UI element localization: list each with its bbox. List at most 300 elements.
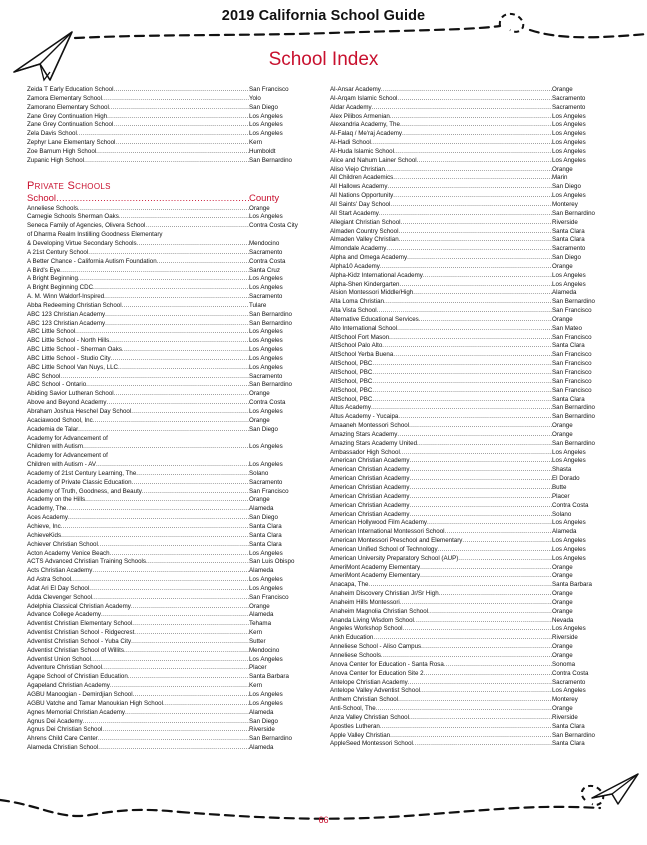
leader-dots [414,617,552,626]
school-name: Ankh Education [330,634,374,642]
index-entry [27,426,325,435]
county-name: Orange [552,705,573,713]
leader-dots [421,643,552,652]
school-name: Acton Academy Venice Beach [27,549,110,557]
leader-dots [78,205,249,214]
leader-dots [61,523,249,532]
index-entry [330,245,620,254]
county-name: Santa Clara [552,395,585,403]
leader-dots [439,590,552,599]
county-name: Orange [249,416,270,424]
county-name: Los Angeles [552,121,586,129]
school-name: Achieve, Inc [27,522,61,530]
index-entry [27,638,325,647]
county-name: Alameda [249,567,274,575]
leader-dots [68,514,249,523]
school-name: Anova Center for Education - Santa Rosa [330,660,444,668]
county-name: Los Angeles [249,121,283,129]
leader-dots [427,519,552,528]
school-name: Adventist Union School [27,655,91,663]
county-column-label: County [249,192,280,204]
school-name: American Montessori Preschool and Elementary [330,537,463,545]
leader-dots [101,611,249,620]
county-name: San Francisco [249,487,289,495]
county-name: San Francisco [552,333,592,341]
school-name: AltSchool, PBC [330,386,373,394]
county-name: Los Angeles [552,457,586,465]
index-entry [27,86,325,95]
leader-dots [380,263,552,272]
county-name: Kern [249,139,263,147]
county-name: San Diego [552,183,581,191]
index-entry [27,130,325,139]
index-entry [330,263,620,272]
index-entry [27,576,325,585]
index-entry [330,351,620,360]
school-name: Anneliese Schools [330,652,381,659]
school-name: Aces Academy [27,514,68,522]
county-name: Santa Cruz [249,266,280,274]
index-entry [27,258,325,267]
index-entry [330,130,620,139]
index-entry [330,564,620,573]
county-name: Orange [552,262,573,270]
school-name: AltSchool, PBC [330,360,373,368]
school-name: Anaheim Discovery Christian Jr/Sr High [330,590,439,598]
index-entry [27,417,325,426]
school-name: Antelope Valley Adventist School [330,687,421,695]
school-name: Almaden Country School [330,227,399,235]
county-name: Los Angeles [552,448,586,456]
county-name: Los Angeles [249,461,283,469]
index-entry [330,696,620,705]
county-name: Sacramento [552,103,586,111]
leader-dots [157,258,249,267]
school-name: Aldar Academy [330,103,372,111]
index-entry [330,369,620,378]
county-name: Kern [249,682,263,690]
leader-dots [428,608,552,617]
school-name: A Bright Beginning CDC [27,284,94,292]
school-name: Agapeland Christian Academy [27,682,110,690]
index-entry [330,484,620,493]
school-name: All Saints' Day School [330,200,391,208]
county-name: Orange [249,602,270,610]
leader-dots [145,222,249,231]
school-name: American Christian Academy [330,483,410,491]
leader-dots [98,744,249,753]
leader-dots [397,95,552,104]
leader-dots [372,369,552,378]
leader-dots [380,723,552,732]
index-entry [27,647,325,656]
index-entry [330,228,620,237]
index-entry [330,396,620,405]
school-name: Altus Academy - Yucaipa [330,413,399,421]
index-entry [27,523,325,532]
leader-dots [78,275,249,284]
school-name: Zane Grey Continuation High [27,112,108,120]
county-name: Orange [552,572,573,580]
leader-dots [408,679,552,688]
index-entry [27,222,325,231]
school-name: ABC Little School - North Hills [27,337,110,345]
school-name: Almaden Valley Christian [330,236,399,244]
leader-dots [91,656,249,665]
index-entry [330,652,620,661]
index-entry [330,342,620,351]
index-entry [27,355,325,364]
school-name: Academy on the Hills [27,496,86,504]
index-entry [330,139,620,148]
school-name: Abba Redeeming Christian School [27,301,122,309]
school-name: All Start Academy [330,209,379,217]
index-entry [330,625,620,634]
index-entry [27,461,325,470]
county-name: Los Angeles [249,275,283,283]
county-name: Los Angeles [552,112,586,120]
county-name: Los Angeles [249,328,283,336]
leader-dots [111,355,249,364]
index-entry [27,488,325,497]
school-name: Alpha-Shen Kindergarten [330,280,400,288]
leader-dots [61,532,249,541]
school-name: Zupanic High School [27,156,85,164]
school-name: Angeles Workshop School [330,625,403,633]
leader-dots [401,219,552,228]
index-entry [330,422,620,431]
school-name: AGBU Manoogian - Demirdjian School [27,691,133,698]
index-entry [330,714,620,723]
index-entry [330,643,620,652]
county-name: Monterey [552,200,578,208]
index-entry [27,479,325,488]
index-entry [27,541,325,550]
index-entry [330,289,620,298]
school-name: Altus Academy [330,404,371,412]
county-name: Orange [552,165,573,173]
county-name: Tehama [249,620,272,628]
index-entry [27,620,325,629]
school-name: Anaheim Hills Montessori [330,598,400,606]
school-name: Antelope Christian Academy [330,678,408,686]
school-name: Anaheim Magnolia Christian School [330,607,429,615]
school-name: Amazing Stars Academy United [330,439,418,447]
index-entry [27,550,325,559]
school-name: ABC Little School [27,328,76,336]
school-name: Agnus Dei Academy [27,717,83,725]
county-name: San Mateo [552,324,582,332]
school-name: Adventist Christian School - Ridgecrest [27,629,135,637]
county-name: Los Angeles [249,354,283,362]
school-name: Abraham Joshua Heschel Day School [27,408,132,415]
school-name: Agnus Dei Christian School [27,726,103,734]
school-name: Adda Clevenger School [27,593,93,601]
leader-dots [85,496,249,505]
school-name: Academy, The [27,505,67,513]
leader-dots [118,364,249,373]
private-schools-column-header [27,193,325,204]
leader-dots [102,95,249,104]
leader-dots [92,594,249,603]
school-name: Alexandria Academy, The [330,121,400,129]
school-name: American Unified School of Technology [330,545,438,553]
county-name: Butte [552,483,567,491]
leader-dots [109,104,249,113]
leader-dots [106,399,249,408]
county-name: San Diego [249,103,278,111]
school-name: Adat Ari El Day School [27,584,90,592]
county-name: Solano [552,510,572,518]
leader-dots [125,709,249,718]
school-name: American Hollywood Film Academy [330,519,427,527]
index-entry [330,634,620,643]
school-name: Allegiant Christian School [330,218,401,226]
school-name: AmeriMont Academy Elementary [330,563,421,571]
index-entry [330,325,620,334]
index-entry [27,364,325,373]
leader-dots [163,700,249,709]
county-name: Riverside [249,726,275,734]
county-name: Los Angeles [249,691,283,698]
leader-dots [420,687,552,696]
index-entry [27,148,325,157]
leader-dots [376,705,552,714]
school-name: Alice and Nahum Lainer School [330,156,417,164]
county-name: Sacramento [249,372,283,380]
county-name: San Bernardino [249,156,292,164]
index-entry [330,254,620,263]
index-entry [27,700,325,709]
index-entry [27,320,325,329]
index-entry [330,617,620,626]
school-name: Anti-School, The [330,705,376,713]
index-entry [330,210,620,219]
leader-dots [445,528,552,537]
leader-dots [379,210,552,219]
index-entry [27,664,325,673]
index-entry [330,104,620,113]
leader-dots [397,325,552,334]
county-name: Los Angeles [249,655,283,663]
school-name: Al-Huda Islamic School [330,147,394,155]
index-entry [27,381,325,390]
leader-dots [417,157,552,166]
leader-dots [390,113,552,122]
index-entry [330,537,620,546]
school-name: Children with Autism - AV [27,461,97,469]
county-name: Los Angeles [552,537,586,545]
leader-dots [394,148,552,157]
leader-dots [98,541,249,550]
leader-dots [115,139,249,148]
index-entry [27,452,325,461]
school-name: Anneliese Schools [27,204,78,212]
county-name: Los Angeles [249,337,283,345]
leader-dots [60,373,249,382]
school-name: Anza Valley Christian School [330,713,409,721]
school-name: Acaciawood School, Inc [27,416,93,424]
county-name: Los Angeles [552,280,586,288]
leader-dots [110,682,249,691]
county-name: Placer [552,492,570,500]
leader-dots [397,431,552,440]
county-name: Los Angeles [552,139,586,147]
school-name: Academy of Truth, Goodness, and Beauty [27,487,142,495]
school-index-heading: School Index [268,49,379,70]
right-column [330,86,620,749]
index-entry [27,399,325,408]
county-name: Los Angeles [552,130,586,138]
county-name: Alameda [552,289,577,297]
leader-dots [382,342,552,351]
index-entry [330,157,620,166]
school-name: Anneliese School - Aliso Campus [330,643,422,651]
leader-dots [386,245,552,254]
index-entry [27,267,325,276]
index-entry [330,281,620,290]
leader-dots [400,281,553,290]
index-entry [27,532,325,541]
county-name: Marin [552,174,568,182]
leader-dots [372,378,552,387]
county-name: Orange [249,204,270,212]
index-entry [27,408,325,417]
school-name: Above and Beyond Academy [27,399,107,407]
leader-dots [393,351,552,360]
school-name: Ahrens Child Care Center [27,735,98,743]
county-name: Tulare [249,301,267,309]
school-name: Al-Falaq / Me'raj Academy [330,130,403,138]
leader-dots [93,417,249,426]
leader-dots [105,320,249,329]
county-name: Humboldt [249,147,276,155]
school-name: American University Preparatory School (AUP) [330,554,459,562]
leader-dots [96,461,249,470]
county-name: Los Angeles [249,584,283,592]
county-name: Orange [552,315,573,323]
county-name: Orange [249,496,270,504]
school-name: Al-Arqam Islamic School [330,94,398,102]
index-entry [27,95,325,104]
school-name: Apple Valley Christian [330,731,391,739]
leader-dots [93,284,249,293]
leader-dots [372,104,552,113]
county-name: Los Angeles [552,156,586,164]
index-entry [27,293,325,302]
index-entry [330,608,620,617]
county-name: San Bernardino [552,209,595,217]
index-entry [330,440,620,449]
county-name: Orange [552,422,573,430]
county-name: San Bernardino [552,404,595,412]
index-entry [27,594,325,603]
school-name: Alsion Montessori Middle/High [330,289,414,297]
index-entry [330,670,620,679]
leader-dots [400,599,552,608]
county-name: Los Angeles [552,271,586,279]
county-name: Sacramento [552,245,586,253]
school-name: ABC 123 Christian Academy [27,319,106,327]
index-entry [27,726,325,735]
leader-dots [390,732,552,741]
school-name: Zane Grey Continuation School [27,121,114,129]
leader-dots [142,488,249,497]
school-name: American International Montessori School [330,528,445,536]
leader-dots [438,546,552,555]
school-name: All Children Academics [330,174,394,182]
leader-dots [131,408,249,417]
private-schools-list-left [27,205,325,753]
leader-dots [409,457,552,466]
school-name: Zela Davis School [27,130,77,138]
county-name: San Francisco [552,386,592,394]
index-entry [27,505,325,514]
index-entry [27,249,325,258]
school-name: American Christian Academy [330,457,410,465]
school-name: Acts Christian Academy [27,567,93,575]
school-name: AltSchool Fort Mason [330,333,390,341]
school-name: Aliso Viejo Christian [330,165,385,173]
school-name: Alpha and Omega Academy [330,254,408,262]
index-entry [27,735,325,744]
leader-dots [400,121,552,130]
index-entry [27,567,325,576]
index-entry [330,404,620,413]
county-name: Los Angeles [552,545,586,553]
county-name: San Bernardino [249,319,292,327]
school-name: Amaaneh Montessori School [330,422,410,430]
leader-dots [409,714,552,723]
leader-dots [409,493,552,502]
private-schools-list-right [330,86,620,749]
county-name: Monterey [552,696,578,704]
index-entry [27,311,325,320]
county-name: El Dorado [552,475,580,483]
index-entry [27,744,325,753]
leader-dots [409,475,552,484]
county-name: Solano [249,469,269,477]
school-name: AppleSeed Montessori School [330,740,413,748]
index-entry [330,732,620,741]
school-name: A Bright Beginning [27,275,78,283]
school-name: Academy for Advancement of [27,434,108,442]
index-entry [330,519,620,528]
county-name: Sacramento [552,678,586,686]
index-entry [330,475,620,484]
school-name: AGBU Vatche and Tamar Manoukian High School [27,699,163,707]
county-name: Kern [249,629,263,637]
index-entry [27,213,325,222]
leader-dots [137,240,249,249]
index-entry [330,555,620,564]
leader-dots [71,576,249,585]
leader-dots [109,337,249,346]
county-name: Orange [552,430,573,438]
school-name: Zamora Elementary School [27,94,102,102]
leader-dots [92,567,249,576]
leader-dots [128,673,249,682]
county-name: Santa Clara [552,236,585,244]
leader-dots [60,267,249,276]
leader-dots [83,443,249,452]
school-name: ABC Little School - Studio City [27,354,111,362]
index-entry [27,337,325,346]
index-entry [330,307,620,316]
leader-dots [83,718,249,727]
school-name: Academia de Talar [27,425,79,433]
county-name: Orange [552,86,573,93]
